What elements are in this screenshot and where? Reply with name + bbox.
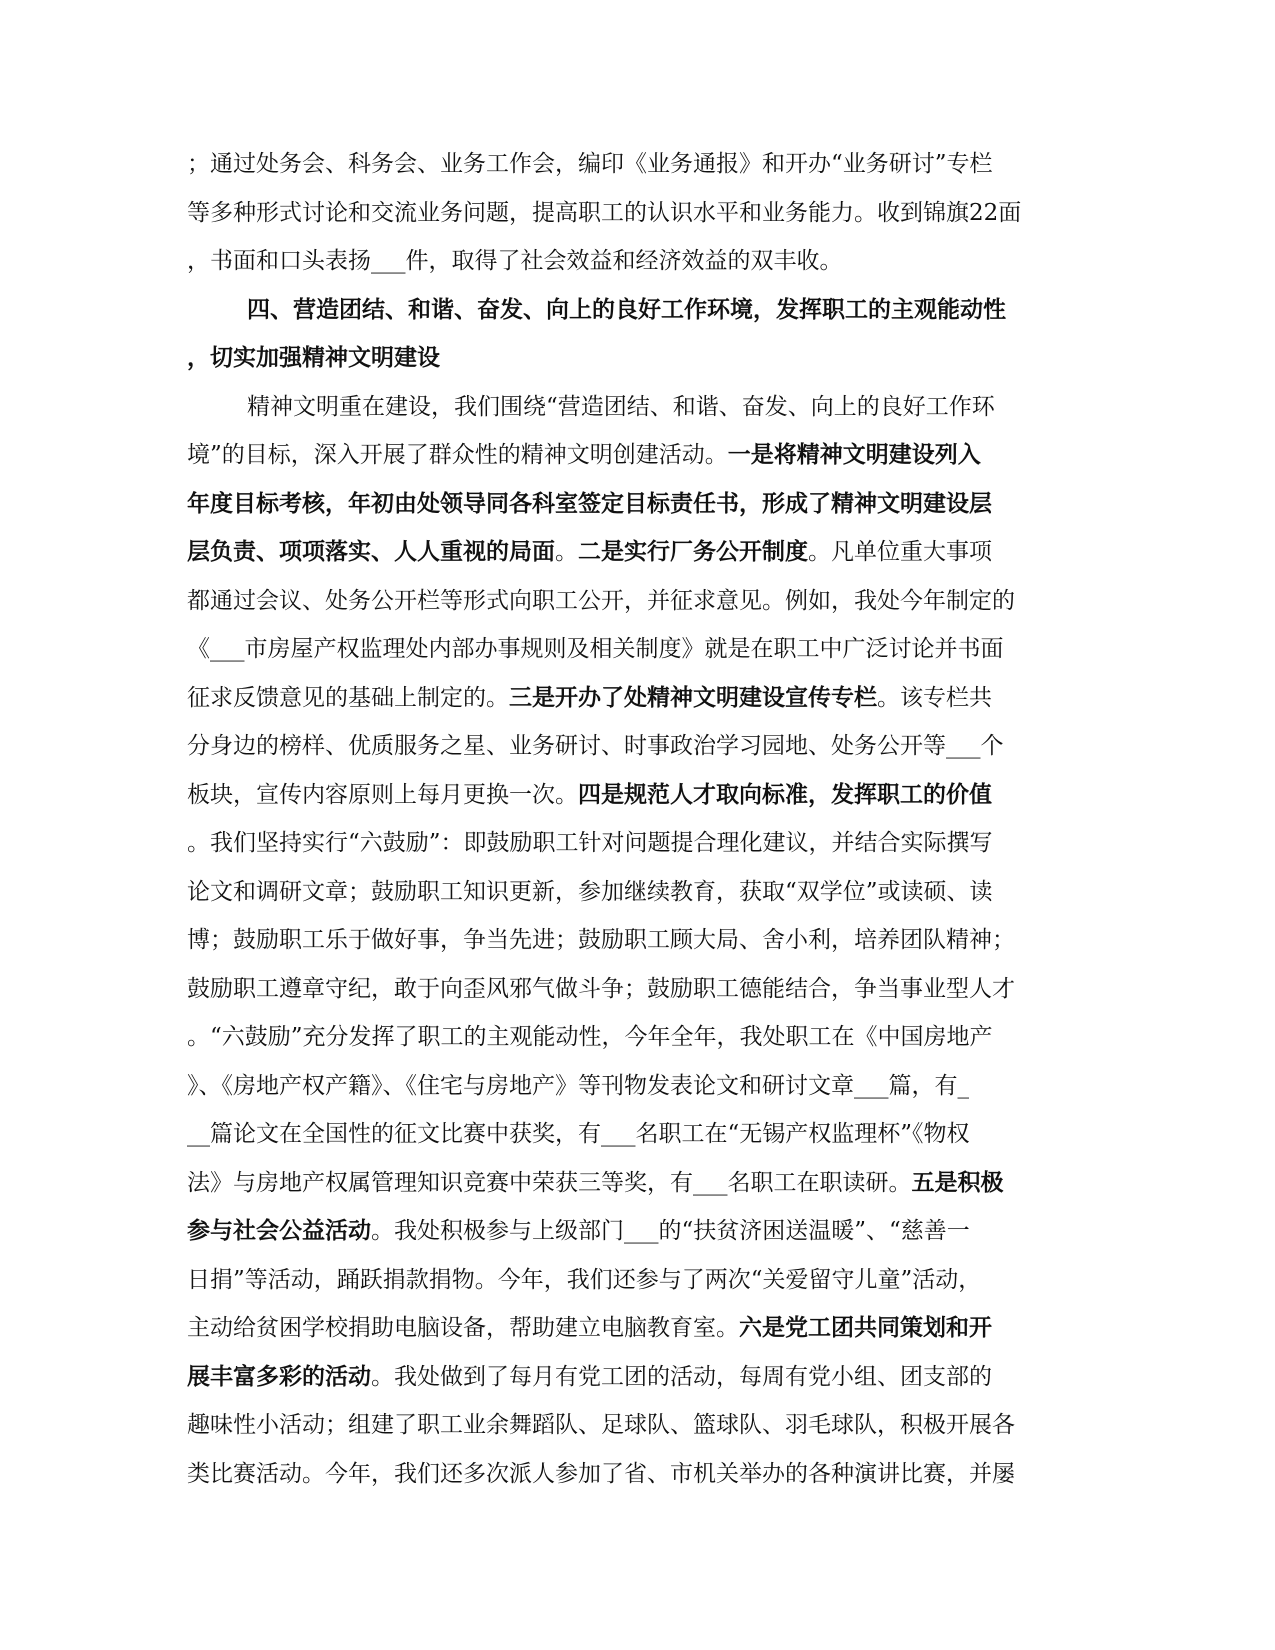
document-body	[187, 140, 1087, 1498]
text-run: ，书面和口头表扬___件，取得了社会效益和经济效益的双丰收。	[187, 248, 843, 274]
text-run: 精神文明重在建设，我们围绕“营造团结、和谐、奋发、向上的良好工作环	[247, 393, 995, 420]
text-line	[187, 577, 1087, 626]
text-line	[187, 528, 1087, 577]
text-run: 都通过会议、处务公开栏等形式向职工公开，并征求意见。例如，我处今年制定的	[187, 587, 1015, 614]
text-line	[187, 819, 1087, 868]
bold-text-run: 六是党工团共同策划和开	[739, 1314, 992, 1341]
bold-text-run: 年度目标考核，年初由处领导同各科室签定目标责任书，形成了精神文明建设层	[187, 489, 992, 517]
text-line	[187, 1159, 1087, 1208]
text-run: __篇论文在全国性的征文比赛中获奖，有___名职工在“无锡产权监理杯”《物权	[187, 1121, 970, 1147]
text-line	[187, 237, 1087, 286]
text-line	[187, 383, 1087, 432]
text-run: 征求反馈意见的基础上制定的。	[187, 684, 509, 711]
bold-text-run: 五是积极	[911, 1168, 1004, 1196]
text-line	[187, 916, 1087, 965]
bold-text-run: 三是开办了处精神文明建设宣传专栏	[509, 683, 877, 711]
text-line	[187, 625, 1087, 674]
bold-text-run: 参与社会公益活动	[187, 1217, 371, 1244]
text-run: 类比赛活动。今年，我们还多次派人参加了省、市机关举办的各种演讲比赛，并屡	[187, 1460, 1015, 1487]
text-run: 趣味性小活动；组建了职工业余舞蹈队、足球队、篮球队、羽毛球队，积极开展各	[187, 1412, 1015, 1438]
text-line	[187, 1062, 1087, 1111]
text-line	[187, 189, 1087, 238]
text-line	[187, 1013, 1087, 1062]
text-run: 。凡单位重大事项	[808, 539, 992, 565]
text-line	[187, 868, 1087, 917]
text-run: 。我们坚持实行“六鼓励”：即鼓励职工针对问题提合理化建议，并结合实际撰写	[187, 830, 993, 856]
text-line	[187, 1110, 1087, 1159]
text-line	[187, 1304, 1087, 1353]
text-line	[187, 431, 1087, 480]
text-line	[187, 1256, 1087, 1305]
text-run: 。“六鼓励”充分发挥了职工的主观能动性，今年全年，我处职工在《中国房地产	[187, 1024, 993, 1050]
text-run: 《___市房屋产权监理处内部办事规则及相关制度》就是在职工中广泛讨论并书面	[187, 636, 1004, 662]
bold-text-run: ，切实加强精神文明建设	[187, 344, 440, 371]
text-run: ；通过处务会、科务会、业务工作会，编印《业务通报》和开办“业务研讨”专栏	[187, 151, 993, 177]
text-run: 等多种形式讨论和交流业务问题，提高职工的认识水平和业务能力。收到锦旗22面	[187, 199, 1022, 226]
text-line	[187, 674, 1087, 723]
text-run: 。我处积极参与上级部门___的“扶贫济困送温暖”、“慈善一	[371, 1218, 970, 1244]
bold-text-run: 展丰富多彩的活动	[187, 1362, 371, 1390]
text-line	[187, 1353, 1087, 1402]
text-line	[187, 1401, 1087, 1450]
text-run: 法》与房地产权属管理知识竞赛中荣获三等奖，有___名职工在职读研。	[187, 1169, 912, 1196]
text-run: 博；鼓励职工乐于做好事，争当先进；鼓励职工顾大局、舍小利，培养团队精神；	[187, 927, 1015, 953]
text-line	[187, 1207, 1087, 1256]
text-run: 。	[555, 539, 578, 565]
bold-text-run: 二是实行厂务公开制度	[578, 538, 808, 565]
text-line	[187, 286, 1087, 335]
text-line	[187, 334, 1087, 383]
text-run: 论文和调研文章；鼓励职工知识更新，参加继续教育，获取“双学位”或读硕、读	[187, 878, 993, 905]
text-run: 板块，宣传内容原则上每月更换一次。	[187, 781, 578, 808]
text-line	[187, 722, 1087, 771]
text-run: 境”的目标，深入开展了群众性的精神文明创建活动。	[187, 442, 728, 468]
text-run: 》、《房地产权产籍》、《住宅与房地产》等刊物发表论文和研讨文章___篇，有_	[187, 1072, 969, 1099]
text-run: 日捐”等活动，踊跃捐款捐物。今年，我们还参与了两次“关爱留守儿童”活动，	[187, 1266, 982, 1293]
text-run: 。该专栏共	[877, 684, 992, 711]
bold-text-run: 层负责、项项落实、人人重视的局面	[187, 538, 555, 565]
bold-text-run: 四、营造团结、和谐、奋发、向上的良好工作环境，发挥职工的主观能动性	[247, 295, 1006, 323]
text-line	[187, 140, 1087, 189]
bold-text-run: 四是规范人才取向标准，发挥职工的价值	[578, 780, 992, 808]
text-line	[187, 965, 1087, 1014]
text-line	[187, 480, 1087, 529]
text-line	[187, 1450, 1087, 1499]
text-line	[187, 771, 1087, 820]
text-run: 。我处做到了每月有党工团的活动，每周有党小组、团支部的	[371, 1363, 992, 1390]
text-run: 分身边的榜样、优质服务之星、业务研讨、时事政治学习园地、处务公开等___个	[187, 733, 1004, 759]
text-run: 鼓励职工遵章守纪，敢于向歪风邪气做斗争；鼓励职工德能结合，争当事业型人才	[187, 975, 1015, 1002]
bold-text-run: 一是将精神文明建设列入	[727, 441, 981, 468]
text-run: 主动给贫困学校捐助电脑设备，帮助建立电脑教育室。	[187, 1315, 739, 1341]
